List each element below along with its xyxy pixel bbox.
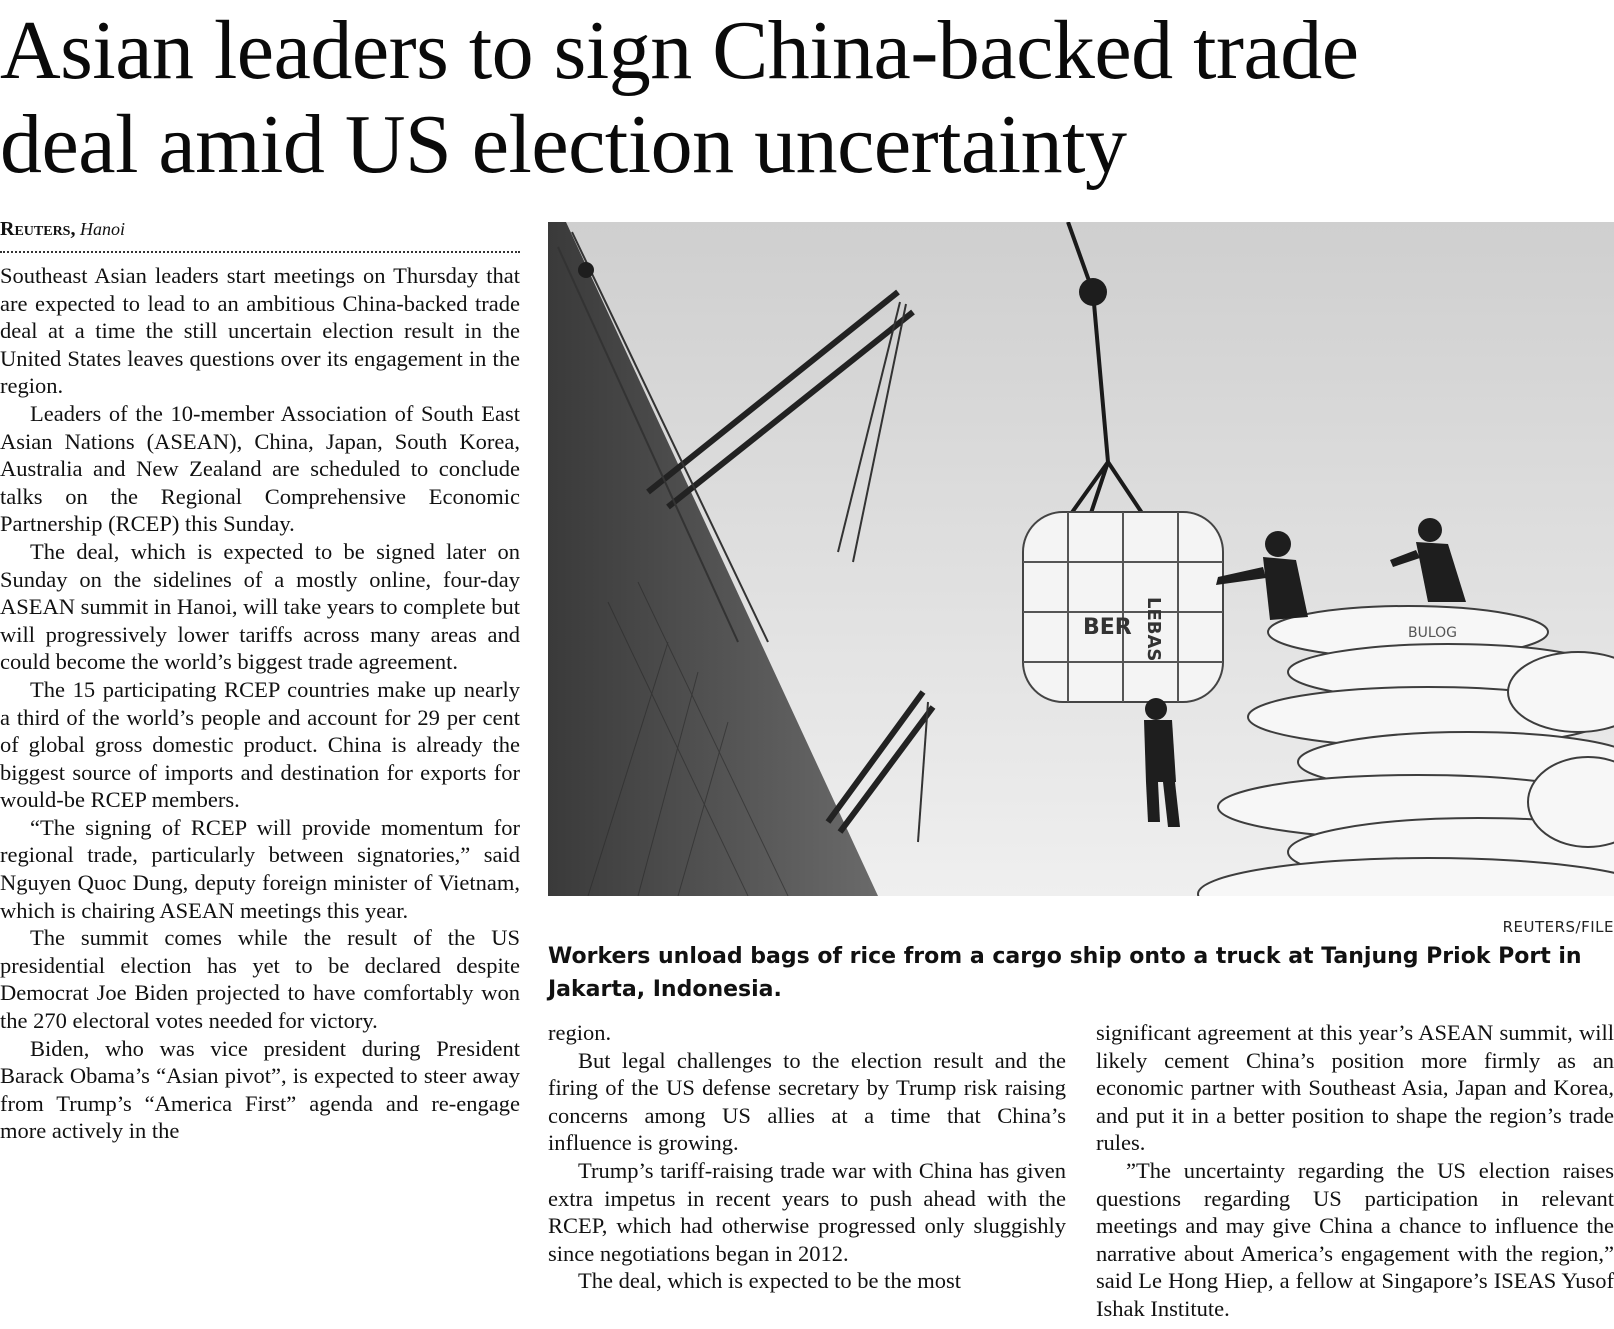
- paragraph: Southeast Asian leaders start meetings on Thursday that are expected to lead to an ambitious China-backed trade deal at a time the still uncertain election result in the United States leaves questions over its engagement in the region.: [0, 263, 520, 399]
- paragraph: “The signing of RCEP will provide momentum for regional trade, particularly between signatories,” said Nguyen Quoc Dung, deputy foreign minister of Vietnam, which is chairing ASEAN meetings this year.: [0, 814, 520, 923]
- article-column-3: [1096, 1019, 1614, 1323]
- paragraph: Trump’s tariff-raising trade war with China has given extra impetus in recent years to push ahead with the RCEP, which had otherwise progressed only sluggishly since negotiations began in 2012.: [548, 1157, 1066, 1266]
- byline-location: Hanoi: [79, 219, 125, 239]
- worker-head: [1265, 531, 1291, 557]
- byline-divider: [0, 251, 520, 253]
- bag-label-3: BULOG: [1408, 625, 1458, 641]
- byline: [0, 218, 520, 240]
- paragraph: But legal challenges to the election result and the firing of the US defense secretary by Trump risk raising concerns among US allies at a time that China’s influence is growing.: [548, 1047, 1066, 1156]
- worker-body: [1144, 720, 1176, 782]
- paragraph: Leaders of the 10-member Association of South East Asian Nations (ASEAN), China, Japan, South Korea, Australia and New Zealand are scheduled to conclude talks on the Regional Comprehensive Economic Partnership (RCEP) this Sunday.: [0, 400, 520, 537]
- article-column-1: [0, 262, 520, 1145]
- article-column-2: [548, 1019, 1066, 1295]
- paragraph: The 15 participating RCEP countries make up nearly a third of the world’s people and account for 29 per cent of global gross domestic product. China is already the biggest source of imports and destination for exports for would-be RCEP members.: [0, 676, 520, 813]
- crane-hook: [1079, 278, 1107, 306]
- rice-unloading-photo: [548, 222, 1614, 896]
- worker-leg: [1146, 782, 1160, 822]
- paragraph: ”The uncertainty regarding the US election raises questions regarding US participation in relevant meetings and may give China a chance to influence the narrative about America’s engagement with the region,” said Le Hong Hiep, a fellow at Singapore’s ISEAS Yusof Ishak Institute.: [1096, 1157, 1614, 1321]
- paragraph: The deal, which is expected to be the most: [578, 1268, 962, 1294]
- worker-head: [1145, 698, 1167, 720]
- headline: [0, 4, 1614, 192]
- bag-label-2: LEBAS: [1143, 597, 1164, 662]
- paragraph: region.: [548, 1020, 612, 1045]
- paragraph: Biden, who was vice president during President Barack Obama’s “Asian pivot”, is expected to steer away from Trump’s “America First” agenda and re-engage more actively in the: [0, 1035, 520, 1144]
- photo-credit: REUTERS/FILE: [1502, 918, 1614, 936]
- headline-line-1: Asian leaders to sign China-backed trade: [0, 4, 1359, 97]
- byline-agency: Reuters,: [0, 218, 76, 240]
- paragraph: The deal, which is expected to be signed later on Sunday on the sidelines of a mostly online, four-day ASEAN summit in Hanoi, will take years to complete but will progressively lower tariffs across many areas and could become the world’s biggest trade agreement.: [0, 538, 520, 675]
- rice-bag-sling: [1023, 512, 1223, 702]
- paragraph: significant agreement at this year’s ASEAN summit, will likely cement China’s position more firmly as an economic partner with Southeast Asia, Japan and Korea, and put it in a better position to shape the region’s trade rules.: [1096, 1020, 1614, 1156]
- headline-line-2: deal amid US election uncertainty: [0, 98, 1127, 191]
- paragraph: The summit comes while the result of the US presidential election has yet to be declared despite Democrat Joe Biden projected to have comfortably won the 270 electoral votes needed for victory.: [0, 925, 520, 1034]
- worker-head: [1418, 518, 1442, 542]
- news-photo: [548, 222, 1614, 896]
- worker-head: [578, 262, 594, 278]
- bag-label: BER: [1083, 615, 1132, 640]
- photo-caption: Workers unload bags of rice from a cargo ship onto a truck at Tanjung Priok Port in Jakarta, Indonesia.: [548, 944, 1582, 1002]
